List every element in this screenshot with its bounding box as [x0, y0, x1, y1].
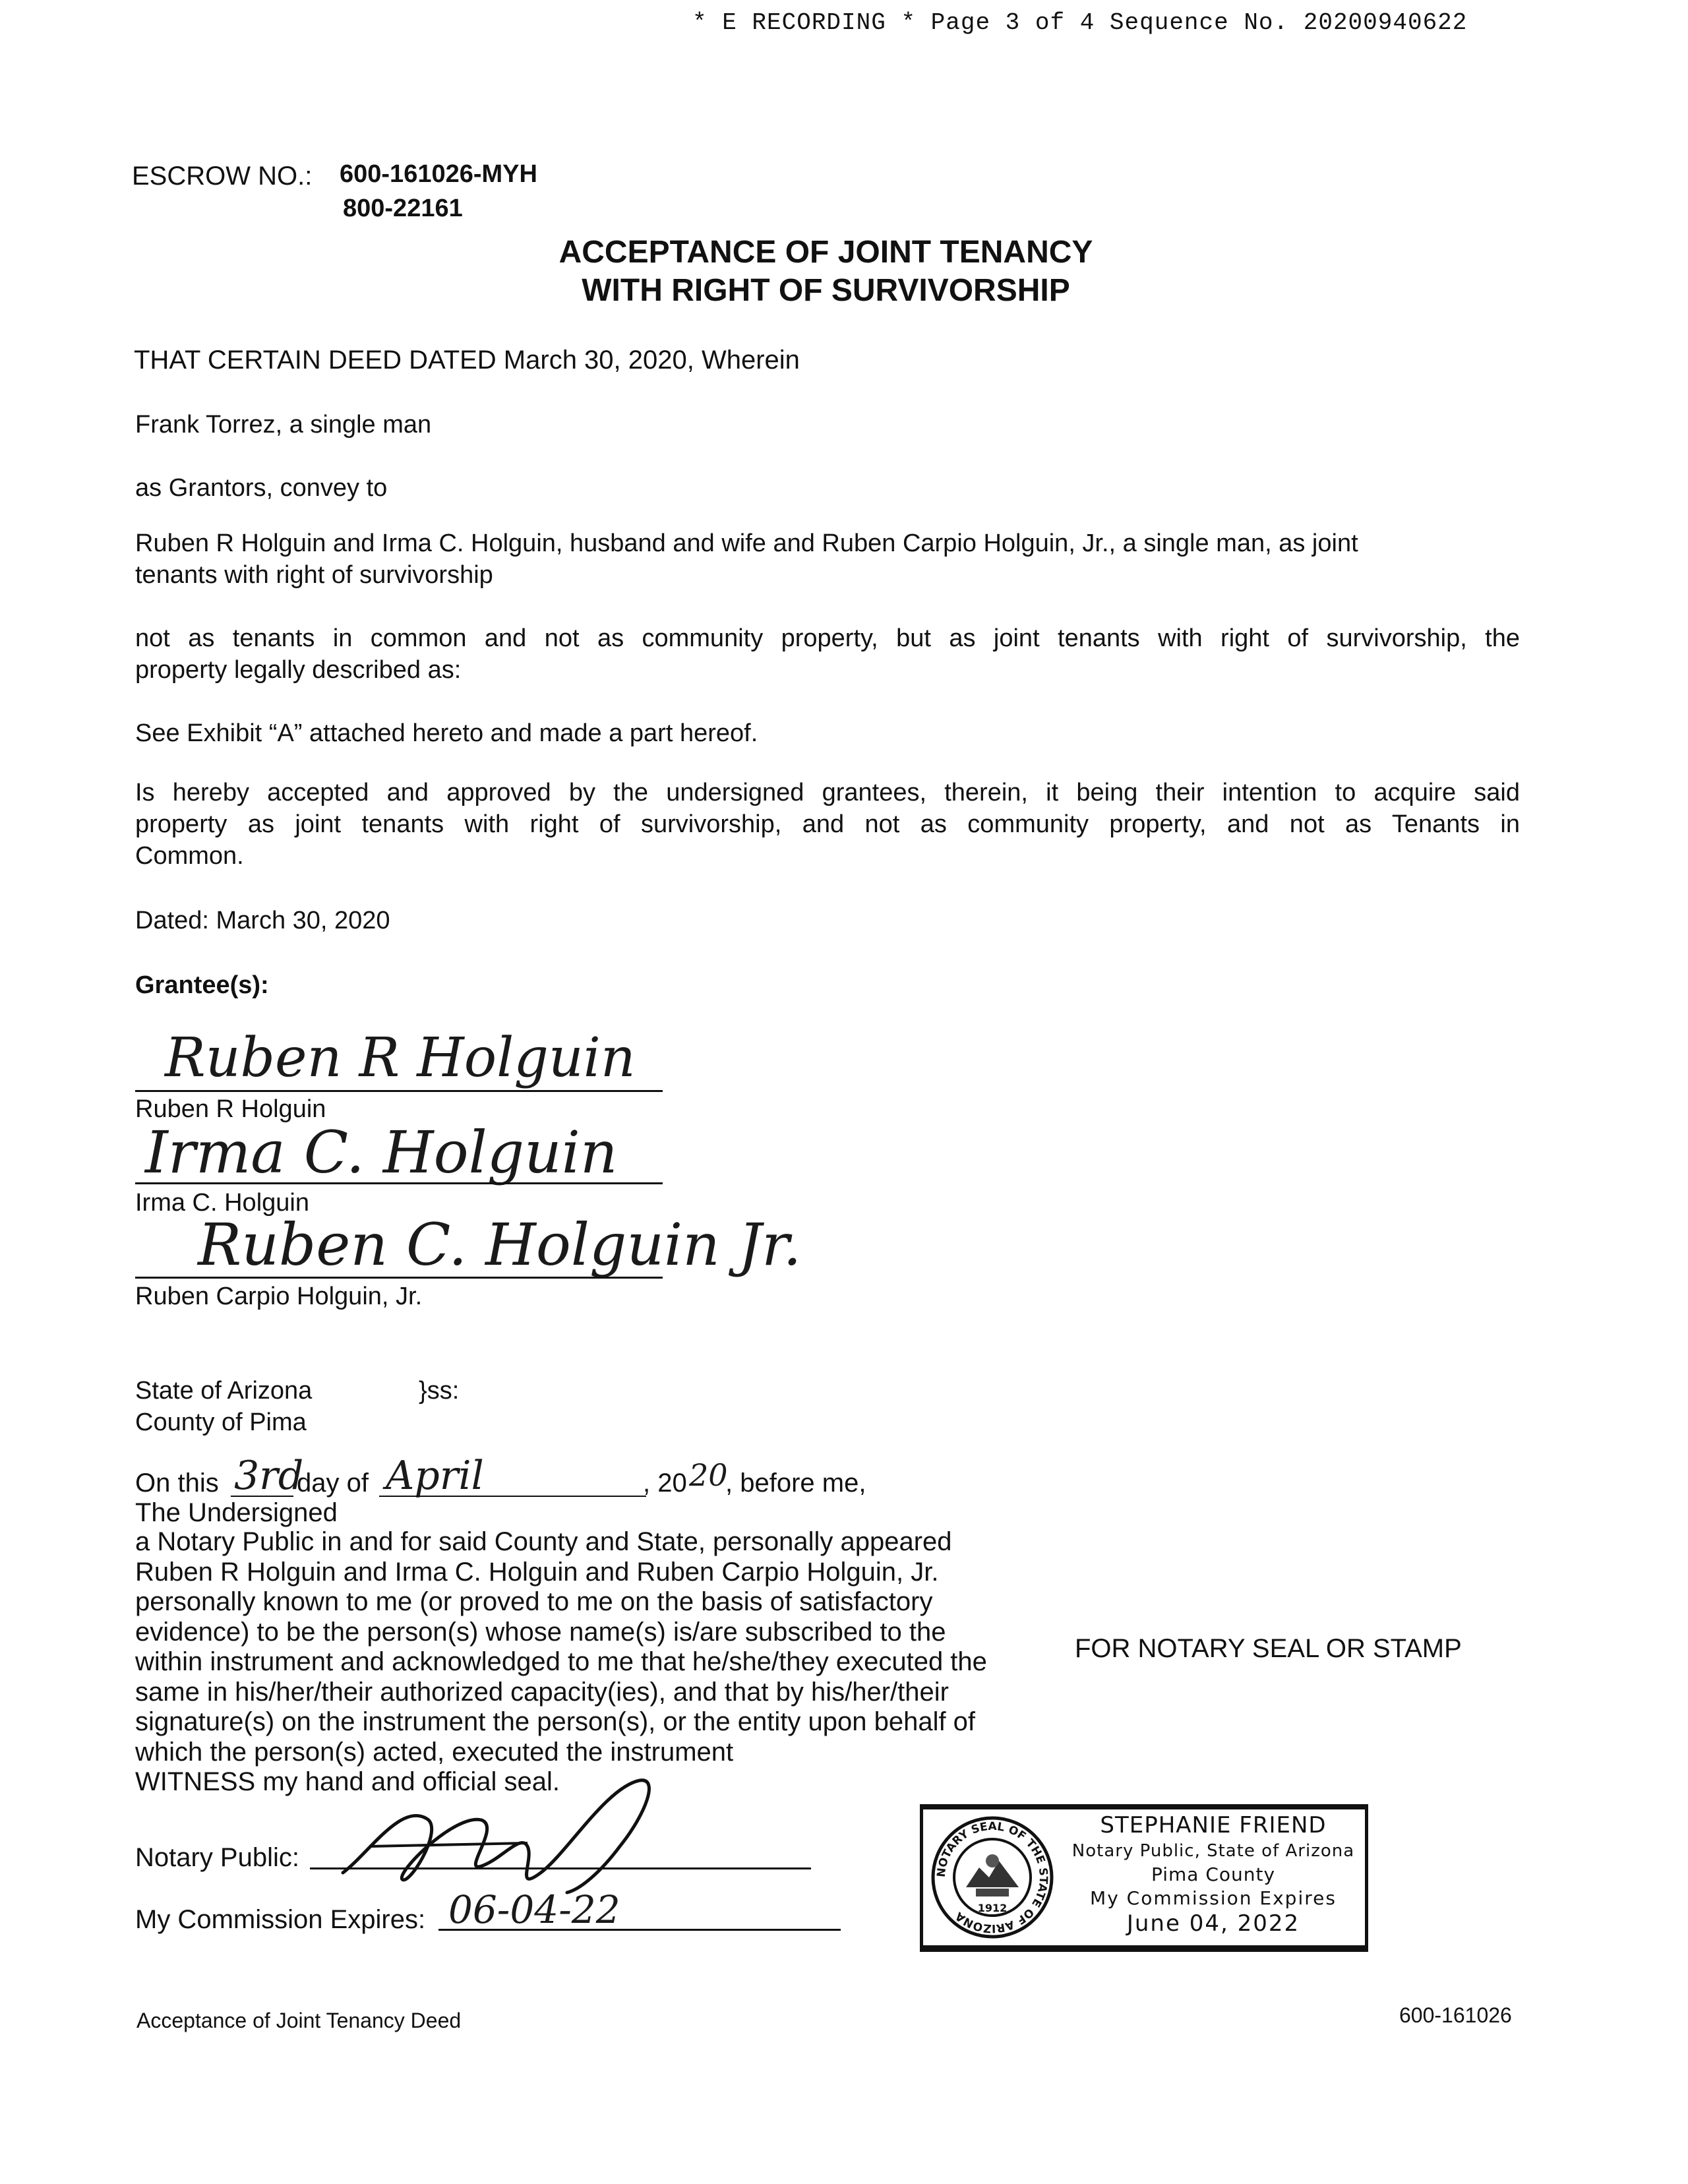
- on-this-label: On this: [135, 1469, 219, 1498]
- notary-seal-label: FOR NOTARY SEAL OR STAMP: [1075, 1634, 1462, 1663]
- venue-county: County of Pima: [135, 1409, 307, 1436]
- seal-year: 1912: [977, 1902, 1008, 1914]
- signature-line-3: [135, 1277, 663, 1279]
- commission-handwritten-date: 06-04-22: [448, 1887, 620, 1932]
- notary-public-label: Notary Public:: [135, 1843, 299, 1872]
- stamp-commission-label: My Commission Expires: [1090, 1887, 1337, 1909]
- grantees-line2: tenants with right of survivorship: [135, 561, 493, 589]
- state-seal-icon: [930, 1815, 1055, 1940]
- grantees-paragraph: [135, 528, 1520, 591]
- ack-line: personally known to me (or proved to me on the basis of satisfactory: [135, 1587, 933, 1616]
- grantees-label: Grantee(s):: [135, 971, 269, 999]
- acceptance-paragraph: [135, 777, 1520, 872]
- escrow-number-secondary: 800-22161: [343, 195, 463, 222]
- stamp-line2: Notary Public, State of Arizona: [1071, 1841, 1355, 1861]
- signature-irma-c-holguin: Irma C. Holguin: [145, 1118, 618, 1186]
- grantees-line1: Ruben R Holguin and Irma C. Holguin, husband and wife and Ruben Carpio Holguin, Jr., a single man, as joint: [135, 530, 1358, 557]
- ack-line: a Notary Public in and for said County and State, personally appeared: [135, 1527, 952, 1556]
- deed-line: THAT CERTAIN DEED DATED March 30, 2020, Wherein: [134, 346, 800, 375]
- stamp-county: Pima County: [1151, 1864, 1276, 1885]
- signature-ruben-r-holguin: Ruben R Holguin: [165, 1027, 636, 1089]
- document-title-line1: ACCEPTANCE OF JOINT TENANCY: [558, 235, 1093, 270]
- signer-name-1: Ruben R Holguin: [135, 1095, 326, 1123]
- acknowledgment-paragraph: [135, 1527, 987, 1798]
- ack-line: WITNESS my hand and official seal.: [135, 1767, 560, 1796]
- before-me-label: , before me,: [725, 1469, 866, 1498]
- escrow-label: ESCROW NO.:: [132, 162, 313, 191]
- tenancy-paragraph: [135, 622, 1520, 686]
- commission-line: [438, 1929, 841, 1931]
- stamp-expiry-date: June 04, 2022: [1126, 1910, 1300, 1937]
- ack-line: same in his/her/their authorized capacity(ies), and that by his/her/their: [135, 1677, 949, 1707]
- escrow-number-primary: 600-161026-MYH: [340, 160, 537, 188]
- venue-state: State of Arizona: [135, 1377, 313, 1405]
- recording-header: * E RECORDING * Page 3 of 4 Sequence No. 20200940622: [692, 9, 1468, 36]
- commission-label: My Commission Expires:: [135, 1905, 426, 1934]
- acceptance-line2: property as joint tenants with right of survivorship, and not as community property, and not as Tenants in: [135, 810, 1520, 838]
- venue-ss: }ss:: [419, 1377, 460, 1405]
- day-value: 3rd: [234, 1453, 304, 1499]
- dated-line: Dated: March 30, 2020: [135, 907, 390, 934]
- notary-signature: [330, 1774, 686, 1906]
- acceptance-line3: Common.: [135, 842, 244, 870]
- footer-right: 600-161026: [1399, 2003, 1512, 2027]
- ack-line: which the person(s) acted, executed the instrument: [135, 1737, 734, 1767]
- footer-left: Acceptance of Joint Tenancy Deed: [136, 2009, 462, 2032]
- seal-ring-text: NOTARY SEAL OF THE STATE OF ARIZONA: [934, 1819, 1050, 1935]
- signature-ruben-carpio-holguin-jr: Ruben C. Holguin Jr.: [198, 1211, 802, 1279]
- document-title-line2: WITH RIGHT OF SURVIVORSHIP: [582, 273, 1070, 308]
- ack-line: evidence) to be the person(s) whose name(s) is/are subscribed to the: [135, 1617, 946, 1647]
- signer-name-3: Ruben Carpio Holguin, Jr.: [135, 1283, 423, 1310]
- signer-name-2: Irma C. Holguin: [135, 1189, 309, 1217]
- ack-line: Ruben R Holguin and Irma C. Holguin and Ruben Carpio Holguin, Jr.: [135, 1557, 939, 1587]
- ack-line: signature(s) on the instrument the person(s), or the entity upon behalf of: [135, 1707, 976, 1736]
- tenancy-line2: property legally described as:: [135, 656, 462, 684]
- stamp-name: STEPHANIE FRIEND: [1100, 1812, 1327, 1838]
- year-prefix: , 20: [643, 1469, 687, 1498]
- ack-line: within instrument and acknowledged to me that he/she/they executed the: [135, 1647, 987, 1676]
- year-value: 20: [689, 1457, 728, 1493]
- month-underline: [379, 1496, 646, 1497]
- convey-line: as Grantors, convey to: [135, 474, 388, 502]
- signature-line-2: [135, 1182, 663, 1184]
- exhibit-line: See Exhibit “A” attached hereto and made a part hereof.: [135, 719, 758, 747]
- tenancy-line1: not as tenants in common and not as community property, but as joint tenants with right of survivorship, the: [135, 624, 1520, 652]
- day-of-label: day of: [297, 1469, 369, 1498]
- acceptance-line1: Is hereby accepted and approved by the undersigned grantees, therein, it being their intention to acquire said: [135, 779, 1520, 806]
- notary-signature-line: [310, 1867, 811, 1869]
- month-value: April: [386, 1453, 484, 1499]
- grantor-line: Frank Torrez, a single man: [135, 411, 432, 439]
- undersigned-line: The Undersigned: [135, 1498, 338, 1527]
- signature-line-1: [135, 1090, 663, 1092]
